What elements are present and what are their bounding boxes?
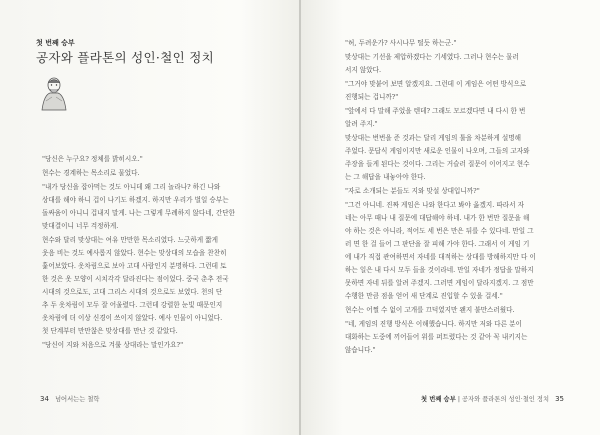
text-line: 현수는 어쩔 수 없이 고개를 끄덕였지만 왠지 불만스러웠다.	[345, 306, 515, 314]
paragraph	[36, 153, 268, 166]
text-line: 주장을 들게 된다는 것이다. 그리는 거슬러 질문이 이어지고 현수	[345, 160, 530, 168]
text-line: 첫 단계부터 만만찮은 맞상대를 만난 것 같았다.	[42, 327, 178, 335]
paragraph	[339, 78, 569, 104]
text-line: 옷차림에 더 이상 신경이 쓰이지 않았다. 예사 인물이 아니었다.	[42, 314, 223, 322]
text-line: 야 하는 것은 아니라, 적어도 세 번은 만은 뒤를 수 있다네. 만일 그	[345, 227, 534, 235]
text-line: 알려 주지."	[345, 120, 378, 128]
text-line: "내가 당신을 잡아먹는 것도 아니데 왜 그리 놀라나? 하긴 나와	[42, 183, 221, 191]
text-line: 훑어보았다. 옷차림으로 보아 고대 사람인지 분명하다. 그런데 토	[42, 262, 227, 270]
text-line: "네, 게임의 진행 방식은 이해했습니다. 하지만 저와 다른 분이	[345, 320, 522, 328]
paragraph	[339, 318, 569, 357]
running-chapter-tag: 첫 번째 승부	[421, 396, 456, 403]
right-page	[301, 0, 600, 435]
text-line: "앞에서 다 말해 주었을 텐데? 그래도 모르겠다면 내 다시 한 번	[345, 107, 526, 115]
text-line: 한 것은 옷 모양이 시치각각 달라진다는 점이었다. 중국 춘추 전국	[42, 275, 229, 283]
paragraph	[339, 105, 569, 131]
running-chapter-title: 공자와 플라톤의 성인·철인 정치	[461, 396, 550, 403]
left-body-text	[36, 153, 268, 353]
text-line: 맞상대는 기선을 제압하겠다는 기세였다. 그러나 현수는 물러	[345, 53, 519, 61]
text-line: "당신이 지와 처음으로 겨룰 상대라는 말인가요?"	[42, 341, 184, 349]
paragraph	[339, 304, 569, 317]
text-line: 하는 일은 내 다시 모두 들을 것이라네. 만일 자네가 정답을 말하지	[345, 266, 534, 274]
text-line: 네는 아무 때나 내 질문에 대답해야 하네. 내가 한 번만 질문을 해	[345, 214, 530, 222]
left-page-footer	[36, 394, 100, 403]
running-book-title: 넘어서는는 철학	[54, 396, 100, 403]
text-line: "그거야 맞붙어 보면 알겠지요. 그런데 이 게임은 어떤 방식으로	[345, 80, 527, 88]
paragraph	[36, 339, 268, 352]
text-line: 현수는 경계하는 목소리로 물었다.	[42, 169, 140, 177]
text-line: 못하면 자네 뒤를 알려 주겠지. 그러면 게임이 달라지겠지. 그 점만	[345, 279, 534, 287]
paragraph	[339, 185, 569, 198]
paragraph	[339, 51, 569, 77]
text-line: 수행한 만큼 점을 얻어 새 단계로 진입할 수 있을 걸세."	[345, 292, 503, 300]
confucius-portrait-icon	[38, 75, 70, 111]
text-line: "허, 두려운가? 사시나무 떨듯 하는군."	[345, 39, 457, 47]
text-line: 맞상대는 번번을 준 것과는 달리 게임의 툴을 차분하게 설명해	[345, 134, 522, 142]
text-line: 는 그 해답을 내놓아야 한다.	[345, 173, 426, 181]
right-body-text	[339, 37, 569, 358]
text-line: 서지 않았다.	[345, 66, 382, 74]
text-line: 대화하는 도중에 끼어들어 위를 퍼트렸다는 것 같아 꼭 내키지는	[345, 333, 528, 341]
text-line: 않습니다."	[345, 346, 376, 354]
paragraph	[36, 181, 268, 233]
right-page-footer: 첫 번째 승부 | 공자와 플라톤의 성인·철인 정치 35	[421, 395, 564, 403]
paragraph	[339, 37, 569, 50]
text-line: 추 두 옷차림이 모두 잘 어울렸다. 그런데 강렬한 눈빛 때문인지	[42, 301, 223, 309]
text-line: 시대의 것으로도, 고대 그리스 시대의 것으로도 보였다. 천의 단	[42, 288, 223, 296]
text-line: 러 면 한 걸 들어 그 판단을 잘 피해 가야 한다. 그래서 이 게임 기	[345, 240, 530, 248]
text-line: 주었다. 문답식 게임이지만 새로운 인물이 나오며, 그들의 고자와	[345, 147, 530, 155]
text-line: 에 내가 직접 관여하면서 자네를 대적하는 상대를 방해하지만 다 이	[345, 253, 536, 261]
left-page	[0, 0, 299, 435]
text-line: 웃음 비는 것도 예사롭지 않았다. 현수는 맞상대의 모습을 찬찬히	[42, 249, 227, 257]
text-line: "자로 소개되는 분들도 지와 맞설 상대입니까?"	[345, 187, 480, 195]
paragraph	[339, 132, 569, 184]
text-line: "당신은 누구요? 정체를 밝히시오."	[42, 155, 143, 163]
paragraph	[36, 234, 268, 338]
chapter-tag: 첫 번째 승부	[36, 39, 75, 47]
text-line: 상대를 해야 하니 겁이 나기도 하겠지. 하지만 우리가 벌일 승부는	[42, 196, 229, 204]
text-line: "그건 아니네. 진짜 게임은 나와 한다고 봐야 옳겠지. 따라서 자	[345, 201, 524, 209]
text-line: 진행되는 겁니까?"	[345, 93, 399, 101]
paragraph	[339, 199, 569, 303]
page-number: 35	[555, 395, 564, 403]
text-line: 돌싸움이 아니니 겁내지 말게. 나는 그렇게 무례하지 않다네, 간단한	[42, 209, 235, 217]
chapter-title: 공자와 플라톤의 성인·철인 정치	[36, 50, 214, 65]
paragraph	[36, 167, 268, 180]
text-line: 현수와 달리 맞상대는 여유 만만한 목소리였다. 느긋하게 짧게	[42, 236, 219, 244]
page-number: 34	[40, 395, 49, 403]
text-line: 맞대결이니 너무 걱정하게.	[42, 222, 119, 230]
